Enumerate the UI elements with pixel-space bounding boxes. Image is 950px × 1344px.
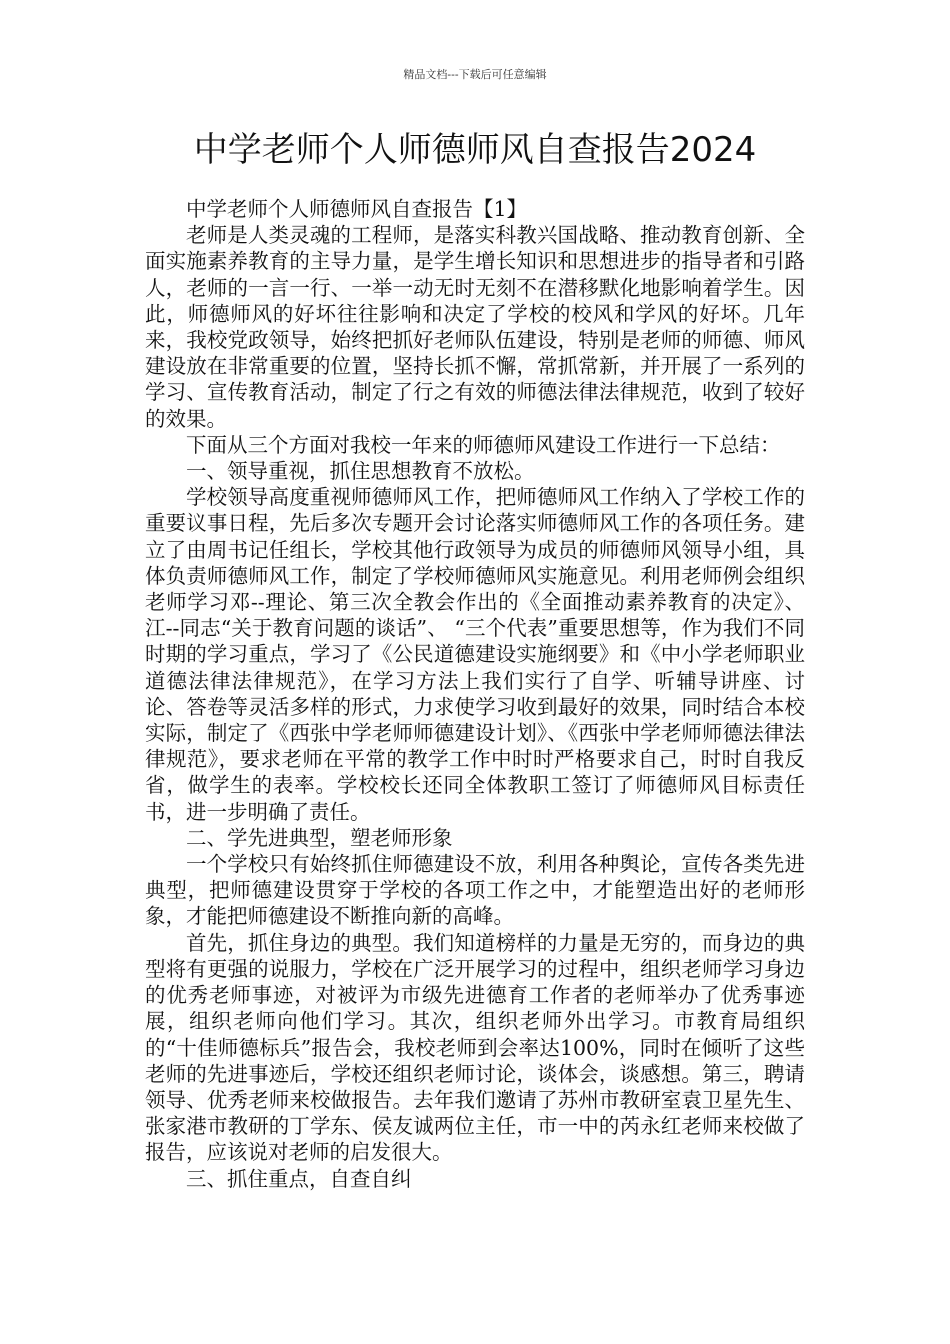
body-paragraph: 学校领导高度重视师德师风工作，把师德师风工作纳入了学校工作的重要议事日程，先后多次专题开会讨论落实师德师风工作的各项任务。建立了由周书记任组长，学校其他行政领导为成员的师德师风领导小组，具体负责师德师风工作，制定了学校师德师风实施意见。利用老师例会组织老师学习邓--理论、第三次全教会作出的《全面推动素养教育的决定》、江--同志“关于教育问题的谈话”、 “三个代表”重要思想等，作为我们不同时期的学习重点，学习了《公民道德建设实施纲要》和《中小学老师职业道德法律法律规范》，在学习方法上我们实行了自学、听辅导讲座、讨论、答卷等灵活多样的形式，力求使学习收到最好的效果，同时结合本校实际，制定了《西张中学老师师德建设计划》、《西张中学老师师德法律法律规范》，要求老师在平常的教学工作中时时严格要求自己，时时自我反省，做学生的表率。学校校长还同全体教职工签订了师德师风目标责任书，进一步明确了责任。 [145,485,805,824]
header-note: 精品文档---下载后可任意编辑 [403,68,547,81]
section-heading: 二、学先进典型，塑老师形象 [186,825,453,850]
body-paragraph: 首先，抓住身边的典型。我们知道榜样的力量是无穷的，而身边的典型将有更强的说服力，学校在广泛开展学习的过程中，组织老师学习身边的优秀老师事迹，对被评为市级先进德育工作者的老师举办了优秀事迹展，组织老师向他们学习。其次，组织老师外出学习。市教育局组织的“十佳师德标兵”报告会，我校老师到会率达100%，同时在倾听了这些老师的先进事迹后，学校还组织老师讨论，谈体会，谈感想。第三，聘请领导、优秀老师来校做报告。去年我们邀请了苏州市教研室袁卫星先生、张家港市教研的丁学东、侯友诚两位主任，市一中的芮永红老师来校做了报告，应该说对老师的启发很大。 [145,930,805,1165]
section-heading: 三、抓住重点，自查自纠 [186,1166,412,1191]
report-subtitle: 中学老师个人师德师风自查报告【1】 [186,197,528,221]
document-title: 中学老师个人师德师风自查报告2024 [193,130,757,170]
section-heading: 一、领导重视，抓住思想教育不放松。 [186,459,535,484]
body-paragraph: 下面从三个方面对我校一年来的师德师风建设工作进行一下总结： [186,432,781,457]
document-body [145,196,805,1192]
body-paragraph: 一个学校只有始终抓住师德建设不放，利用各种舆论，宣传各类先进典型，把师德建设贯穿于学校的各项工作之中，才能塑造出好的老师形象，才能把师德建设不断推向新的高峰。 [145,852,805,929]
body-paragraph: 老师是人类灵魂的工程师，是落实科教兴国战略、推动教育创新、全面实施素养教育的主导力量，是学生增长知识和思想进步的指导者和引路人，老师的一言一行、一举一动无时无刻不在潜移默化地影响着学生。因此，师德师风的好坏往往影响和决定了学校的校风和学风的好坏。几年来，我校党政领导，始终把抓好老师队伍建设，特别是老师的师德、师风建设放在非常重要的位置，坚持长抓不懈，常抓常新，并开展了一系列的学习、宣传教育活动，制定了行之有效的师德法律法律规范，收到了较好的效果。 [145,223,805,431]
